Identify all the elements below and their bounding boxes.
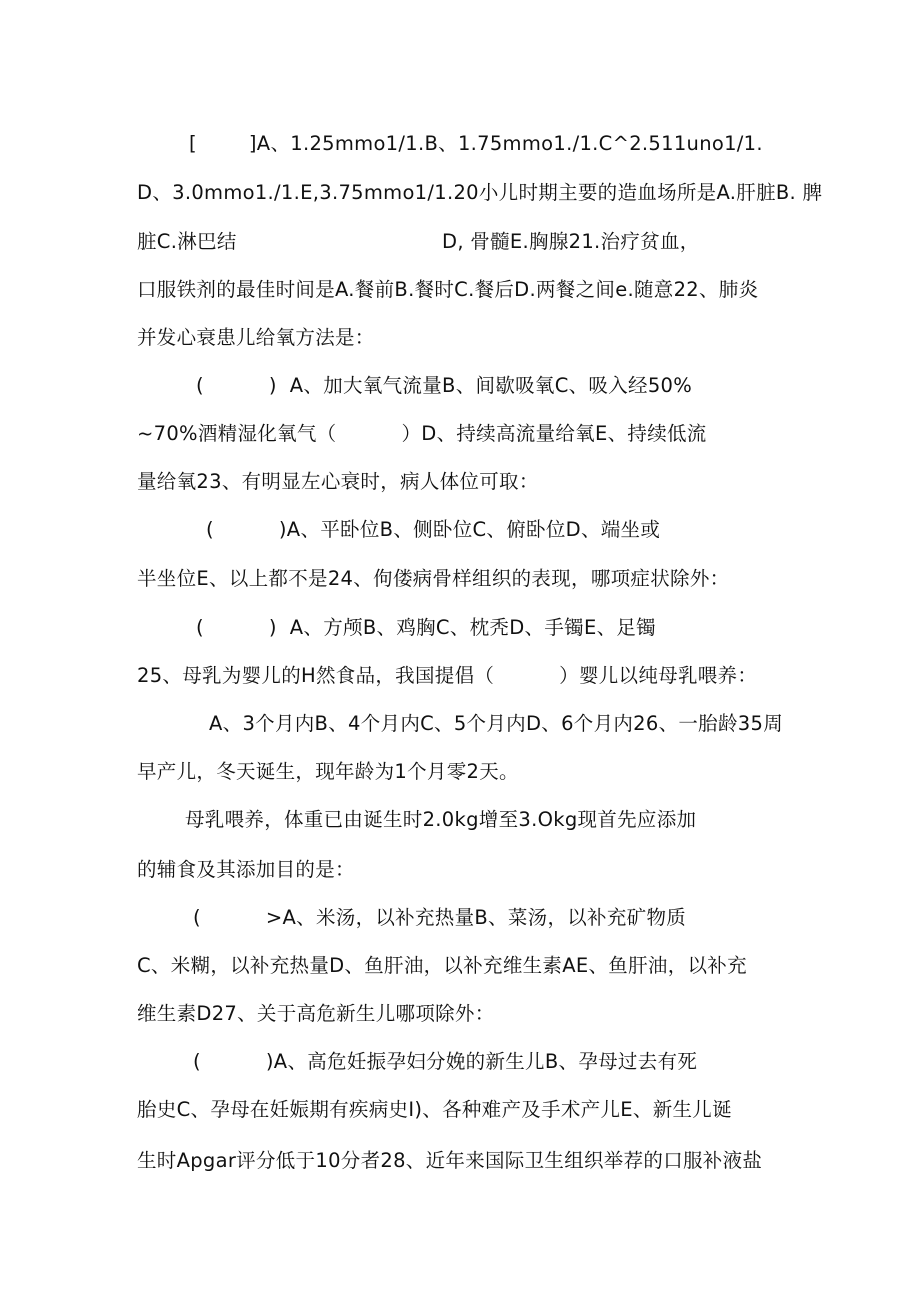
text-line: 母乳喂养，体重已由诞生时2.0kg增至3.Okg现首先应添加: [185, 808, 697, 831]
text-line: ( >A、米汤，以补充热量B、菜汤，以补充矿物质: [193, 906, 687, 929]
text-line: 半坐位E、以上都不是24、佝偻病骨样组织的表现，哪项症状除外：: [137, 567, 730, 590]
text-line: [ ]A、1.25mmo1/1.B、1.75mmo1./1.C^2.511uno1/1.: [189, 132, 763, 155]
text-line: D、3.0mmo1./1.E,3.75mmo1/1.20小儿时期主要的造血场所是A.肝脏B. 脾: [137, 181, 823, 204]
text-line: 的辅食及其添加目的是：: [137, 858, 355, 881]
text-line: 并发心衰患儿给氧方法是：: [137, 326, 375, 349]
text-line: 口服铁剂的最佳时间是A.餐前B.餐时C.餐后D.两餐之间e.随意22、肺炎: [137, 278, 759, 301]
text-line: ( ) A、加大氧气流量B、间歇吸氧C、吸入经50%: [196, 374, 693, 397]
text-line: 生时Apgar评分低于10分者28、近年来国际卫生组织举荐的口服补液盐: [137, 1149, 763, 1172]
text-line: A、3个月内B、4个月内C、5个月内D、6个月内26、一胎龄35周: [209, 712, 784, 735]
text-line: 维生素D27、关于高危新生儿哪项除外：: [137, 1002, 495, 1025]
text-line: 脏C.淋巴结: [137, 230, 237, 253]
text-line: D, 骨髓E.胸腺21.治疗贫血，: [442, 230, 700, 253]
text-line: 25、母乳为婴儿的H然食品，我国提倡（ ）婴儿以纯母乳喂养：: [137, 664, 758, 687]
text-line: ( )A、平卧位B、侧卧位C、俯卧位D、端坐或: [206, 518, 661, 541]
text-line: C、米糊，以补充热量D、鱼肝油，以补充维生素AE、鱼肝油，以补充: [137, 954, 747, 977]
text-line: 胎史C、孕母在妊娠期有疾病史I)、各种难产及手术产儿E、新生儿诞: [137, 1098, 732, 1121]
text-line: 量给氧23、有明显左心衰时，病人体位可取：: [137, 470, 539, 493]
text-line: ~70%酒精湿化氧气（ ）D、持续高流量给氧E、持续低流: [137, 422, 707, 445]
text-line: ( ) A、方颅B、鸡胸C、枕秃D、手镯E、足镯: [196, 616, 656, 639]
text-line: 早产儿，冬天诞生，现年龄为1个月零2天。: [137, 760, 519, 783]
text-line: ( )A、高危妊振孕妇分娩的新生儿B、孕母过去有死: [193, 1050, 698, 1073]
